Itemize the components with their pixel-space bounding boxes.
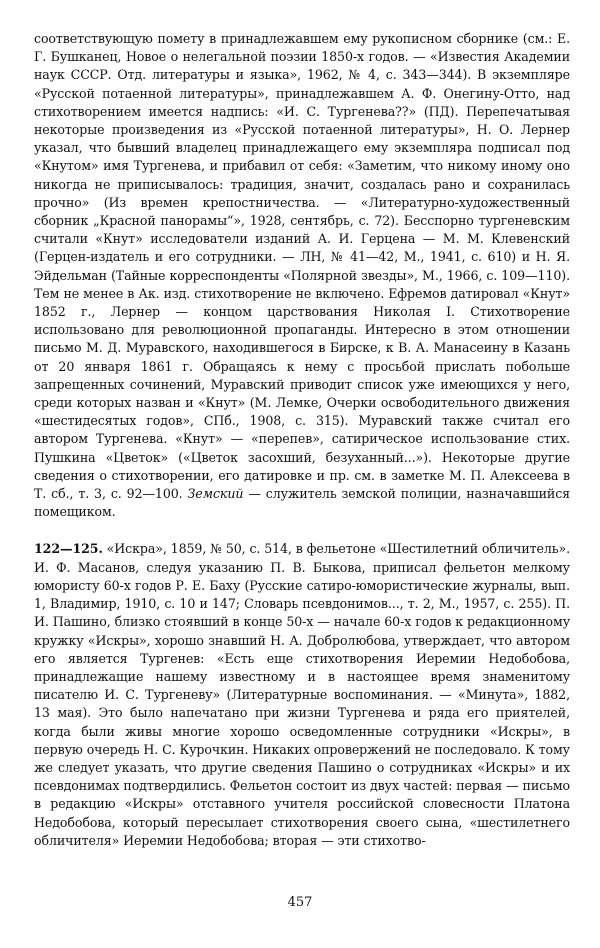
commentary-entry-122-125 (34, 540, 570, 849)
document-page (34, 30, 570, 850)
commentary-paragraph (34, 30, 570, 521)
paragraph-text: соответствующую помету в принадлежавшем ему рукописном сборнике (см.: Е. Г. Бушканец, Новое о нелегальной поэзии 1850-х годов. — «Известия Академии наук СССР. Отд. литературы и языка», 1962, № 4, с. 343—344). В экземпляре «Русской потаенной литературы», принадлежавшем А. Ф. Онегину-Отто, над стихотворением имеется надпись: «И. С. Тургенева??» (ПД). Перепечатывая некоторые произведения из «Русской потаенной литературы», Н. О. Лернер указал, что бывший владелец принадлежащего ему экземпляра подписал под «Кнутом» имя Тургенева, и прибавил от себя: «Заметим, что никому иному оно никогда не приписывалось: традиция, значит, создалась рано и сохранилась прочно» (Из времен крепостничества. — «Литературно-художественный сборник „Красной панорамы“», 1928, сентябрь, с. 72). Бесспорно тургеневским считали «Кнут» исследователи изданий А. И. Герцена — М. М. Клевенский (Герцен-издатель и его сотрудники. — ЛН, № 41—42, М., 1941, с. 610) и Н. Я. Эйдельман (Тайные корреспонденты «Полярной звезды», М., 1966, с. 109—110). Тем не менее в Ак. изд. стихотворение не включено. Ефремов датировал «Кнут» 1852 г., Лернер — концом царствования Николая I. Стихотворение использовано для революционной пропаганды. Интересно в этом отношении письмо М. Д. Муравского, находившегося в Бирске, к В. А. Манасеину в Казань от 20 января 1861 г. Обращаясь к нему с просьбой прислать побольше запрещенных сочинений, Муравский приводит список уже имеющихся у него, среди которых назван и «Кнут» (М. Лемке, Очерки освободительного движения «шестидесятых годов», СПб., 1908, с. 315). Муравский также считал его автором Тургенева. «Кнут» — «перепев», сатирическое использование стих. Пушкина «Цветок» («Цветок засохший, безуханный...»). Некоторые другие сведения о стихотворении, его датировке и пр. см. в заметке М. П. Алексеева в Т. сб., т. 3, с. 92—100. (34, 31, 570, 502)
page-number: 457 (287, 895, 313, 910)
entry-text: «Искра», 1859, № 50, с. 514, в фельетоне «Шестилетний обличитель». И. Ф. Масанов, следуя указанию П. В. Быкова, приписал фельетон мелкому юмористу 60-х годов Р. Е. Баху (Русские сатиро-юмористические журналы, вып. 1, Владимир, 1910, с. 10 и 147; Словарь псевдонимов..., т. 2, М., 1957, с. 255). П. И. Пашино, близко стоявший в конце 50-х — начале 60-х годов к редакционному кружку «Искры», хорошо знавший Н. А. Добролюбова, утверждает, что автором его является Тургенев: «Есть еще стихотворения Иеремии Недобобова, принадлежащие нашему известному и в настоящее время знаменитому писателю И. С. Тургеневу» (Литературные воспоминания. — «Минута», 1882, 13 мая). Это было напечатано при жизни Тургенева и ряда его приятелей, когда были живы многие хорошо осведомленные сотрудники «Искры», в первую очередь Н. С. Курочкин. Никаких опровержений не последовало. К тому же следует указать, что другие сведения Пашино о сотрудниках «Искры» и их псевдонимах подтвердились. Фельетон состоит из двух частей: первая — письмо в редакцию «Искры» отставного учителя российской словесности Платона Недобобова, который пересылает стихотворения своего сына, «шестилетнего обличителя» Иеремии Недобобова; вторая — эти стихотво- (34, 541, 570, 848)
paragraph-text-end: — служитель земской полиции, назначавшийся помещиком. (34, 486, 570, 520)
entry-number: 122—125. (34, 541, 103, 557)
italic-term: Земский (187, 486, 244, 502)
